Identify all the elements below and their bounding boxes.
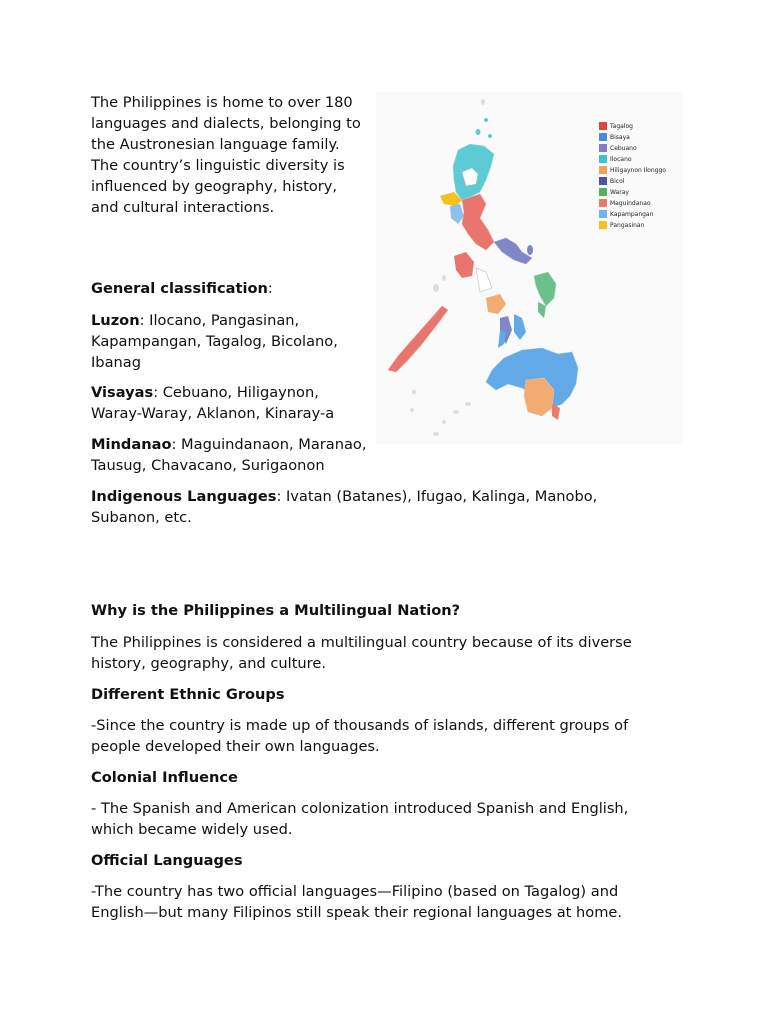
why-heading-text: Why is the Philippines a Multilingual Nation? <box>91 602 461 619</box>
language-map-figure <box>376 92 682 444</box>
section-text-colonial: - The Spanish and American colonization introduced Spanish and English, which became widely used. <box>91 800 629 838</box>
section-title-ethnic <box>91 684 285 705</box>
mindanao-text: : Maguindanaon, Maranao, Tausug, Chavacano, Surigaonon <box>91 436 367 474</box>
legend-swatch-cebuano <box>599 144 607 152</box>
tagalog-region <box>462 194 494 250</box>
section-title-official-text: Official Languages <box>91 852 243 869</box>
mindoro-island <box>454 252 474 278</box>
map-legend <box>599 122 666 229</box>
legend-swatch-pangasinan <box>599 221 607 229</box>
legend-swatch-ilocano <box>599 155 607 163</box>
legend-label-ilocano: Ilocano <box>610 156 632 163</box>
legend-label-bicol: Bicol <box>610 178 625 185</box>
legend-label-tagalog: Tagalog <box>610 123 633 130</box>
legend-swatch-bisaya <box>599 133 607 141</box>
bicol-region <box>494 238 532 264</box>
section-title-colonial-text: Colonial Influence <box>91 769 238 786</box>
section-title-colonial <box>91 767 238 788</box>
visayas-label: Visayas <box>91 384 154 401</box>
section-title-official <box>91 850 243 871</box>
intro-paragraph: The Philippines is home to over 180 languages and dialects, belonging to the Austronesian language family. The country’s linguistic diversity is influenced by geography, history, and cultural interactions. <box>91 94 361 216</box>
kapampangan-region <box>450 204 464 224</box>
legend-label-maguindanao: Maguindanao <box>610 200 651 207</box>
section-text-ethnic: -Since the country is made up of thousands of islands, different groups of people developed their own languages. <box>91 717 629 755</box>
why-intro: The Philippines is considered a multilingual country because of its diverse history, geography, and culture. <box>91 634 632 672</box>
luzon-label: Luzon <box>91 312 140 329</box>
legend-label-bisaya: Bisaya <box>610 134 630 141</box>
legend-label-cebuano: Cebuano <box>610 145 637 152</box>
hiligaynon-region <box>486 294 506 314</box>
legend-swatch-maguindanao <box>599 199 607 207</box>
indigenous-item <box>91 486 631 528</box>
indigenous-label: Indigenous Languages <box>91 488 277 505</box>
classification-heading-text: General classification <box>91 280 268 297</box>
legend-label-waray: Waray <box>610 189 629 196</box>
philippines-language-map <box>376 92 682 444</box>
mindanao-label: Mindanao <box>91 436 172 453</box>
visayas-item <box>91 382 366 424</box>
why-heading <box>91 600 460 621</box>
sulu-islands <box>410 390 471 436</box>
section-title-ethnic-text: Different Ethnic Groups <box>91 686 285 703</box>
classification-heading-suffix: : <box>267 280 273 297</box>
palawan-island <box>388 306 448 372</box>
legend-label-kapampangan: Kapampangan <box>610 211 654 218</box>
legend-label-pangasinan: Pangasinan <box>610 222 645 229</box>
legend-label-hiligaynon: Hiligaynon Ilonggo <box>610 167 666 174</box>
visayas-text: : Cebuano, Hiligaynon, Waray-Waray, Aklanon, Kinaray-a <box>91 384 335 422</box>
legend-swatch-waray <box>599 188 607 196</box>
mindanao-item <box>91 434 411 476</box>
legend-swatch-tagalog <box>599 122 607 130</box>
luzon-item <box>91 310 366 373</box>
waray-region <box>534 272 556 306</box>
legend-swatch-kapampangan <box>599 210 607 218</box>
section-text-official: -The country has two official languages—Filipino (based on Tagalog) and English—but many Filipinos still speak their regional languages at home. <box>91 883 623 921</box>
legend-swatch-bicol <box>599 177 607 185</box>
batanes-islands <box>476 99 493 138</box>
legend-swatch-hiligaynon <box>599 166 607 174</box>
indigenous-text: : Ivatan (Batanes), Ifugao, Kalinga, Manobo, Subanon, etc. <box>91 488 598 526</box>
luzon-text: : Ilocano, Pangasinan, Kapampangan, Tagalog, Bicolano, Ibanag <box>91 312 338 371</box>
visayas-outline <box>476 268 492 292</box>
classification-heading <box>91 278 273 299</box>
